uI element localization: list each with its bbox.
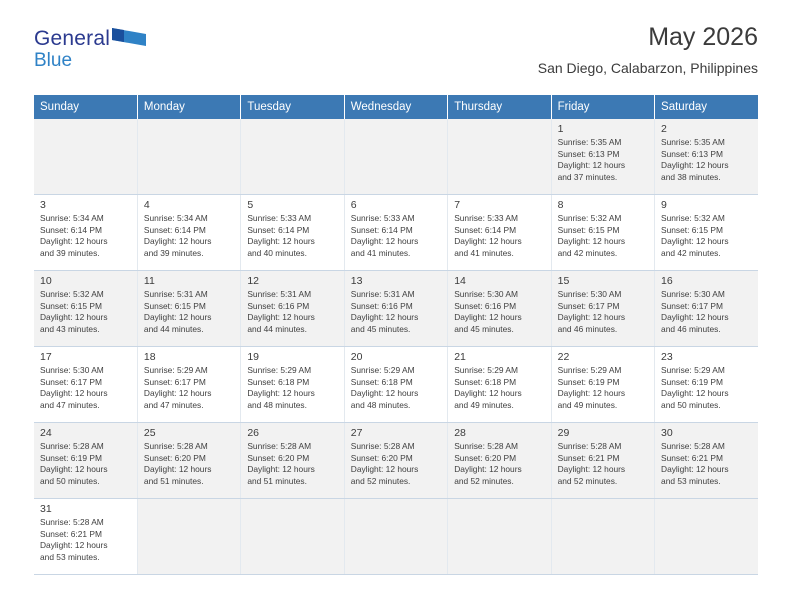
weekday-header-friday: Friday — [551, 95, 654, 119]
day-info-line: Daylight: 12 hours — [350, 236, 419, 247]
day-info-line: Sunset: 6:16 PM — [454, 300, 517, 311]
day-info-line: Sunrise: 5:29 AM — [350, 365, 415, 375]
day-number: 29 — [557, 427, 570, 439]
day-sun-info — [661, 213, 758, 259]
day-info-line: Sunrise: 5:29 AM — [454, 365, 518, 375]
day-info-line: and 48 minutes. — [247, 399, 307, 410]
day-info-line: Sunset: 6:15 PM — [661, 224, 723, 235]
calendar-day-cell[interactable] — [448, 423, 551, 499]
calendar-day-cell[interactable] — [655, 271, 758, 347]
day-info-line: Sunrise: 5:29 AM — [557, 365, 622, 375]
day-info-line: Sunset: 6:18 PM — [247, 376, 310, 387]
day-info-line: Sunset: 6:19 PM — [661, 376, 723, 387]
location-subtitle: San Diego, Calabarzon, Philippines — [537, 60, 758, 76]
day-number: 17 — [40, 351, 52, 363]
day-info-line: Sunrise: 5:30 AM — [661, 289, 725, 299]
weekday-header-sunday: Sunday — [34, 95, 137, 119]
day-info-line: Sunset: 6:13 PM — [661, 148, 723, 159]
day-info-line: and 52 minutes. — [557, 475, 618, 486]
day-number: 25 — [143, 427, 156, 439]
day-info-line: Sunrise: 5:30 AM — [454, 289, 518, 299]
day-info-line: Daylight: 12 hours — [247, 388, 315, 399]
day-info-line: Daylight: 12 hours — [143, 312, 212, 323]
day-sun-info — [40, 517, 137, 563]
calendar-day-cell[interactable] — [448, 271, 551, 347]
calendar-day-cell[interactable] — [344, 423, 447, 499]
day-info-line: Sunset: 6:18 PM — [350, 376, 413, 387]
day-number: 11 — [143, 275, 155, 287]
calendar-week-row — [34, 195, 758, 271]
calendar-empty-cell — [241, 119, 344, 195]
day-info-line: Sunrise: 5:30 AM — [557, 289, 622, 299]
calendar-day-cell[interactable] — [655, 119, 758, 195]
day-info-line: Daylight: 12 hours — [454, 236, 522, 247]
day-info-line: and 43 minutes. — [40, 323, 100, 334]
day-number: 18 — [143, 351, 156, 363]
day-sun-info — [661, 441, 758, 487]
day-sun-info — [351, 289, 447, 335]
day-number: 6 — [350, 199, 357, 211]
day-info-line: Daylight: 12 hours — [557, 160, 626, 171]
calendar-week-row — [34, 347, 758, 423]
calendar-day-cell[interactable] — [241, 423, 344, 499]
day-info-line: Sunset: 6:17 PM — [40, 376, 102, 387]
day-sun-info — [247, 213, 343, 259]
day-number: 1 — [557, 123, 564, 135]
calendar-empty-cell — [137, 119, 240, 195]
calendar-day-cell[interactable] — [241, 195, 344, 271]
day-info-line: and 42 minutes. — [661, 247, 721, 258]
day-number: 9 — [661, 199, 667, 211]
day-number: 7 — [454, 199, 461, 211]
day-info-line: Daylight: 12 hours — [247, 464, 315, 475]
day-sun-info — [558, 213, 654, 259]
calendar-day-cell[interactable] — [137, 271, 240, 347]
calendar-week-row — [34, 119, 758, 195]
day-info-line: Sunset: 6:21 PM — [40, 528, 102, 539]
calendar-day-cell[interactable] — [137, 347, 240, 423]
day-sun-info — [247, 289, 343, 335]
calendar-day-cell[interactable] — [551, 195, 654, 271]
day-number: 13 — [350, 275, 363, 287]
day-number: 3 — [40, 199, 46, 211]
day-info-line: Sunrise: 5:28 AM — [350, 441, 415, 451]
day-info-line: and 49 minutes. — [557, 399, 618, 410]
day-info-line: and 51 minutes. — [143, 475, 204, 486]
day-info-line: Sunrise: 5:35 AM — [661, 137, 725, 147]
weekday-header-monday: Monday — [137, 95, 240, 119]
day-info-line: Sunset: 6:14 PM — [454, 224, 517, 235]
day-info-line: Sunset: 6:19 PM — [40, 452, 102, 463]
calendar-day-cell[interactable] — [34, 423, 137, 499]
calendar-day-cell[interactable] — [448, 347, 551, 423]
day-info-line: Sunset: 6:20 PM — [143, 452, 206, 463]
day-info-line: and 39 minutes. — [143, 247, 204, 258]
calendar-week-row — [34, 499, 758, 575]
day-info-line: Sunset: 6:17 PM — [661, 300, 723, 311]
day-info-line: Sunrise: 5:28 AM — [661, 441, 725, 451]
day-info-line: Daylight: 12 hours — [40, 388, 108, 399]
day-info-line: Daylight: 12 hours — [143, 236, 212, 247]
day-info-line: Daylight: 12 hours — [143, 388, 212, 399]
day-info-line: Daylight: 12 hours — [661, 464, 729, 475]
day-info-line: Sunset: 6:16 PM — [247, 300, 310, 311]
day-info-line: and 47 minutes. — [143, 399, 204, 410]
day-info-line: and 44 minutes. — [247, 323, 307, 334]
day-info-line: Sunset: 6:14 PM — [247, 224, 310, 235]
day-number: 22 — [557, 351, 570, 363]
day-number: 19 — [247, 351, 260, 363]
day-number: 30 — [661, 427, 673, 439]
day-info-line: Sunrise: 5:28 AM — [247, 441, 312, 451]
day-sun-info — [40, 441, 137, 487]
day-number: 24 — [40, 427, 52, 439]
day-sun-info — [40, 365, 137, 411]
day-info-line: Daylight: 12 hours — [557, 388, 626, 399]
day-info-line: Daylight: 12 hours — [454, 388, 522, 399]
day-info-line: Sunset: 6:16 PM — [350, 300, 413, 311]
day-info-line: Daylight: 12 hours — [143, 464, 212, 475]
page-title: May 2026 — [648, 23, 758, 51]
brand-name-general: General — [34, 27, 111, 50]
day-info-line: Sunrise: 5:30 AM — [40, 365, 104, 375]
calendar-day-cell[interactable] — [551, 119, 654, 195]
day-info-line: Sunrise: 5:34 AM — [143, 213, 208, 223]
title-block — [144, 22, 758, 76]
calendar-empty-cell — [137, 499, 240, 575]
day-info-line: Daylight: 12 hours — [557, 312, 626, 323]
weekday-header-row — [34, 95, 758, 119]
day-number: 26 — [247, 427, 260, 439]
day-sun-info — [351, 213, 447, 259]
day-info-line: Daylight: 12 hours — [40, 236, 108, 247]
day-info-line: and 47 minutes. — [40, 399, 100, 410]
calendar-week-row — [34, 423, 758, 499]
day-info-line: Daylight: 12 hours — [40, 312, 108, 323]
day-info-line: Daylight: 12 hours — [661, 236, 729, 247]
calendar-day-cell[interactable] — [655, 423, 758, 499]
day-number: 27 — [350, 427, 363, 439]
day-number: 5 — [247, 199, 254, 211]
day-info-line: and 39 minutes. — [40, 247, 100, 258]
day-info-line: Sunrise: 5:32 AM — [661, 213, 725, 223]
calendar-day-cell[interactable] — [241, 271, 344, 347]
day-info-line: Daylight: 12 hours — [661, 312, 729, 323]
calendar-day-cell[interactable] — [34, 195, 137, 271]
day-number: 12 — [247, 275, 260, 287]
day-info-line: and 42 minutes. — [557, 247, 618, 258]
calendar-empty-cell — [655, 499, 758, 575]
calendar-day-cell[interactable] — [344, 195, 447, 271]
day-sun-info — [454, 289, 550, 335]
calendar-day-cell[interactable] — [241, 347, 344, 423]
day-sun-info — [558, 137, 654, 183]
day-info-line: Sunrise: 5:28 AM — [40, 517, 104, 527]
calendar-day-cell[interactable] — [137, 195, 240, 271]
day-sun-info — [454, 213, 550, 259]
day-info-line: Sunset: 6:13 PM — [557, 148, 620, 159]
day-info-line: Sunset: 6:19 PM — [557, 376, 620, 387]
calendar-body — [34, 119, 758, 575]
day-sun-info — [661, 365, 758, 411]
day-sun-info — [247, 441, 343, 487]
day-sun-info — [558, 289, 654, 335]
day-info-line: Sunset: 6:20 PM — [247, 452, 310, 463]
day-info-line: Sunset: 6:14 PM — [350, 224, 413, 235]
day-info-line: and 52 minutes. — [454, 475, 514, 486]
day-info-line: Sunset: 6:21 PM — [661, 452, 723, 463]
page-header — [34, 22, 758, 86]
day-number: 15 — [557, 275, 570, 287]
day-info-line: Sunrise: 5:32 AM — [40, 289, 104, 299]
day-sun-info — [351, 365, 447, 411]
calendar-day-cell[interactable] — [344, 271, 447, 347]
day-sun-info — [454, 441, 550, 487]
day-info-line: Sunset: 6:14 PM — [40, 224, 102, 235]
day-sun-info — [40, 213, 137, 259]
day-info-line: Daylight: 12 hours — [661, 388, 729, 399]
day-info-line: and 41 minutes. — [454, 247, 514, 258]
day-info-line: Sunrise: 5:28 AM — [557, 441, 622, 451]
day-number: 31 — [40, 503, 52, 515]
calendar-day-cell[interactable] — [551, 423, 654, 499]
calendar-day-cell[interactable] — [344, 347, 447, 423]
day-sun-info — [247, 365, 343, 411]
day-info-line: Sunset: 6:20 PM — [350, 452, 413, 463]
day-sun-info — [40, 289, 137, 335]
day-info-line: Sunrise: 5:34 AM — [40, 213, 104, 223]
day-info-line: Sunrise: 5:31 AM — [350, 289, 415, 299]
day-sun-info — [661, 137, 758, 183]
day-info-line: Sunrise: 5:33 AM — [350, 213, 415, 223]
day-info-line: Sunrise: 5:29 AM — [661, 365, 725, 375]
day-info-line: Sunrise: 5:28 AM — [40, 441, 104, 451]
calendar-empty-cell — [34, 119, 137, 195]
weekday-header-thursday: Thursday — [448, 95, 551, 119]
day-info-line: and 53 minutes. — [661, 475, 721, 486]
day-info-line: Daylight: 12 hours — [454, 312, 522, 323]
calendar-empty-cell — [448, 499, 551, 575]
day-info-line: Daylight: 12 hours — [350, 312, 419, 323]
day-number: 28 — [454, 427, 466, 439]
day-sun-info — [661, 289, 758, 335]
calendar-week-row — [34, 271, 758, 347]
day-number: 14 — [454, 275, 466, 287]
calendar-day-cell[interactable] — [137, 423, 240, 499]
flag-icon — [112, 28, 146, 50]
calendar-empty-cell — [448, 119, 551, 195]
day-info-line: Sunrise: 5:29 AM — [247, 365, 312, 375]
day-info-line: Sunrise: 5:28 AM — [454, 441, 518, 451]
day-info-line: Daylight: 12 hours — [350, 388, 419, 399]
day-info-line: Sunset: 6:15 PM — [40, 300, 102, 311]
calendar-table — [34, 95, 758, 575]
calendar-day-cell[interactable] — [551, 271, 654, 347]
day-number: 8 — [557, 199, 564, 211]
day-info-line: Daylight: 12 hours — [454, 464, 522, 475]
day-info-line: Daylight: 12 hours — [557, 464, 626, 475]
day-info-line: and 38 minutes. — [661, 171, 721, 182]
calendar-empty-cell — [344, 119, 447, 195]
weekday-header-tuesday: Tuesday — [241, 95, 344, 119]
calendar-empty-cell — [241, 499, 344, 575]
day-number: 4 — [143, 199, 150, 211]
weekday-header-saturday: Saturday — [655, 95, 758, 119]
day-info-line: and 37 minutes. — [557, 171, 618, 182]
day-info-line: Sunrise: 5:29 AM — [143, 365, 208, 375]
day-info-line: Sunset: 6:18 PM — [454, 376, 517, 387]
day-info-line: and 45 minutes. — [350, 323, 411, 334]
day-info-line: and 50 minutes. — [40, 475, 100, 486]
day-info-line: and 48 minutes. — [350, 399, 411, 410]
day-info-line: Daylight: 12 hours — [247, 312, 315, 323]
day-info-line: Sunrise: 5:31 AM — [143, 289, 208, 299]
day-info-line: and 40 minutes. — [247, 247, 307, 258]
day-info-line: and 50 minutes. — [661, 399, 721, 410]
day-number: 2 — [661, 123, 667, 135]
day-info-line: and 45 minutes. — [454, 323, 514, 334]
calendar-day-cell[interactable] — [655, 347, 758, 423]
day-info-line: Sunrise: 5:31 AM — [247, 289, 312, 299]
day-info-line: Daylight: 12 hours — [557, 236, 626, 247]
day-info-line: Sunrise: 5:35 AM — [557, 137, 622, 147]
day-info-line: Daylight: 12 hours — [661, 160, 729, 171]
day-info-line: Daylight: 12 hours — [40, 464, 108, 475]
day-sun-info — [454, 365, 550, 411]
day-info-line: Sunset: 6:15 PM — [557, 224, 620, 235]
day-info-line: Sunset: 6:20 PM — [454, 452, 517, 463]
day-info-line: and 53 minutes. — [40, 551, 100, 562]
day-info-line: and 52 minutes. — [350, 475, 411, 486]
day-info-line: Daylight: 12 hours — [247, 236, 315, 247]
calendar-day-cell[interactable] — [34, 499, 137, 575]
day-sun-info — [144, 365, 240, 411]
day-number: 16 — [661, 275, 673, 287]
calendar-day-cell[interactable] — [655, 195, 758, 271]
day-info-line: Sunrise: 5:32 AM — [557, 213, 622, 223]
calendar-day-cell[interactable] — [34, 271, 137, 347]
calendar-empty-cell — [344, 499, 447, 575]
day-sun-info — [558, 365, 654, 411]
day-sun-info — [351, 441, 447, 487]
day-info-line: Sunrise: 5:33 AM — [454, 213, 518, 223]
day-info-line: Sunset: 6:17 PM — [557, 300, 620, 311]
day-number: 10 — [40, 275, 52, 287]
weekday-header-wednesday: Wednesday — [344, 95, 447, 119]
day-info-line: Sunset: 6:15 PM — [143, 300, 206, 311]
day-info-line: and 46 minutes. — [661, 323, 721, 334]
calendar-empty-cell — [551, 499, 654, 575]
day-sun-info — [558, 441, 654, 487]
calendar-day-cell[interactable] — [551, 347, 654, 423]
day-info-line: and 51 minutes. — [247, 475, 307, 486]
day-number: 23 — [661, 351, 673, 363]
day-info-line: Daylight: 12 hours — [40, 540, 108, 551]
day-info-line: Sunset: 6:17 PM — [143, 376, 206, 387]
day-sun-info — [144, 289, 240, 335]
day-info-line: and 49 minutes. — [454, 399, 514, 410]
day-info-line: Daylight: 12 hours — [350, 464, 419, 475]
day-info-line: Sunset: 6:14 PM — [143, 224, 206, 235]
day-info-line: Sunset: 6:21 PM — [557, 452, 620, 463]
day-number: 21 — [454, 351, 466, 363]
day-info-line: and 46 minutes. — [557, 323, 618, 334]
calendar-day-cell[interactable] — [34, 347, 137, 423]
day-info-line: and 41 minutes. — [350, 247, 411, 258]
day-info-line: Sunrise: 5:33 AM — [247, 213, 312, 223]
brand-name-blue: Blue — [34, 50, 73, 71]
brand-logo — [34, 22, 144, 71]
day-number: 20 — [350, 351, 363, 363]
day-info-line: and 44 minutes. — [143, 323, 204, 334]
day-sun-info — [144, 213, 240, 259]
day-info-line: Sunrise: 5:28 AM — [143, 441, 208, 451]
day-sun-info — [144, 441, 240, 487]
calendar-day-cell[interactable] — [448, 195, 551, 271]
